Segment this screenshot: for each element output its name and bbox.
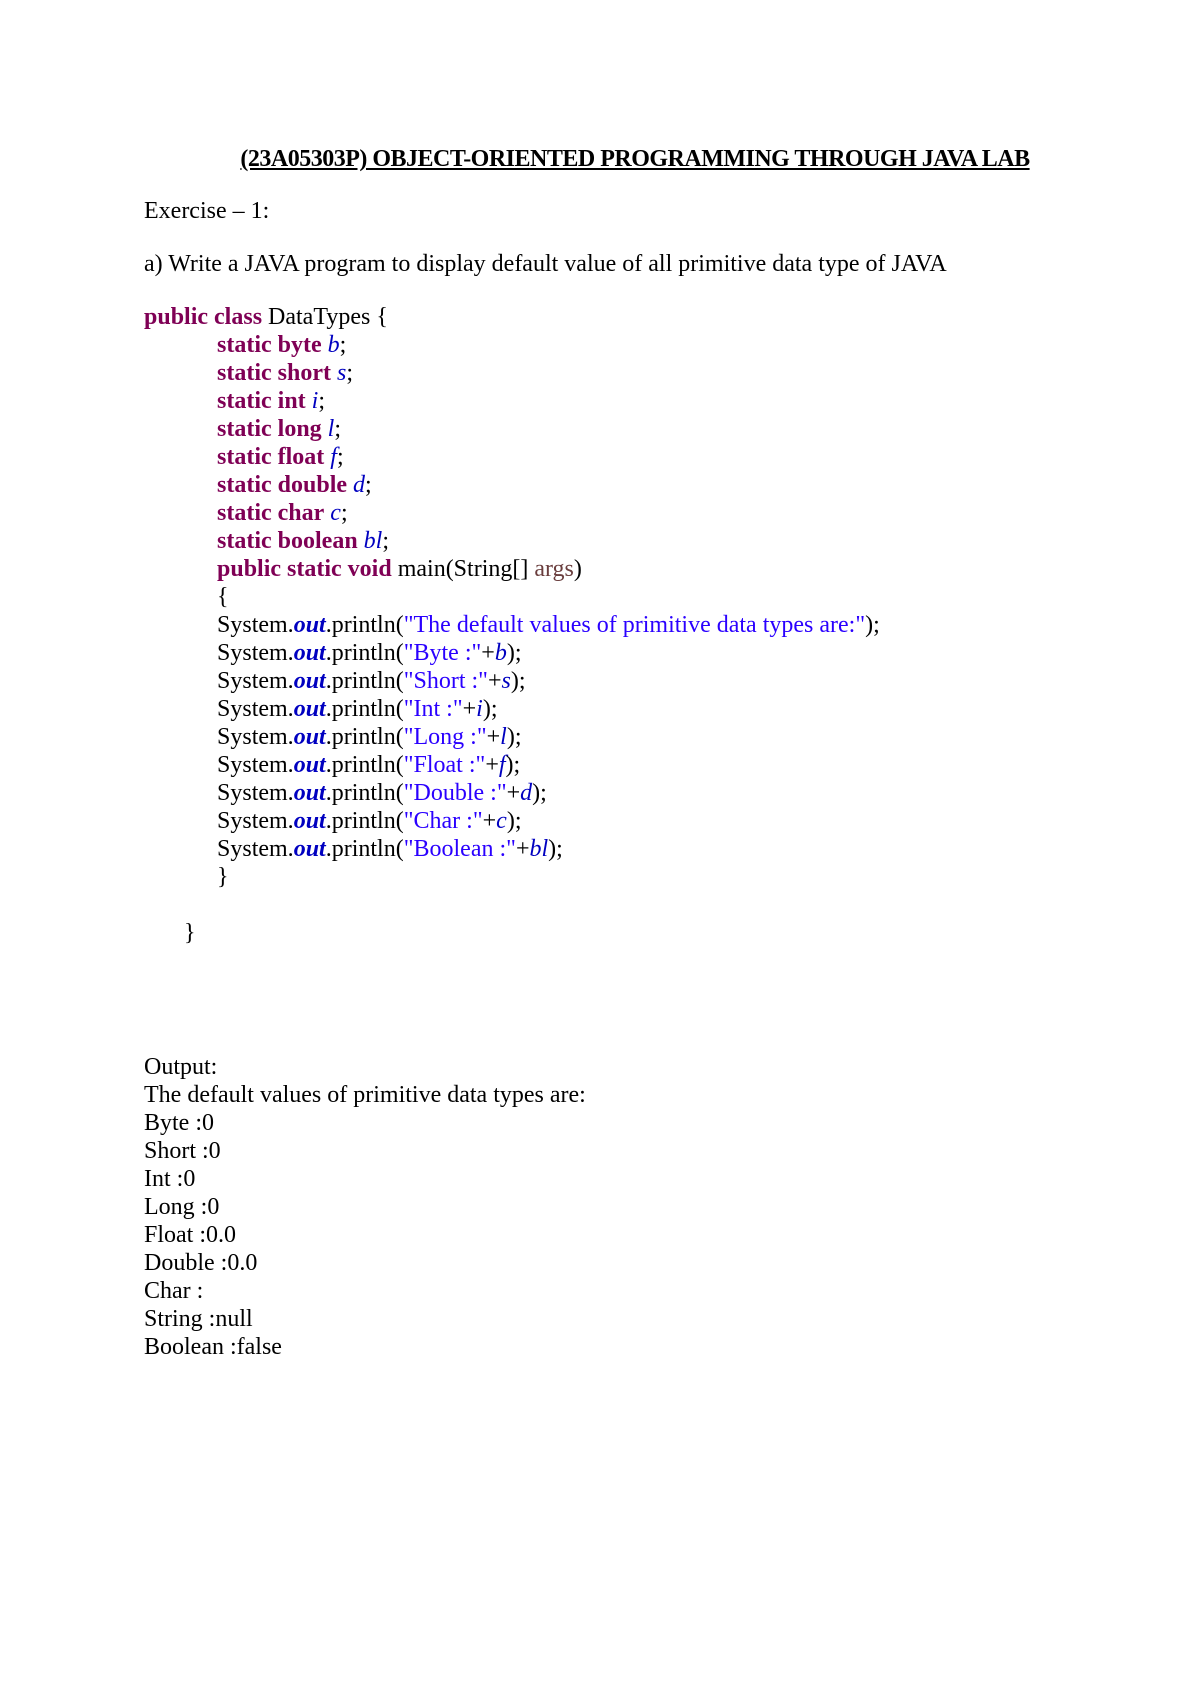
program-output bbox=[144, 1053, 586, 1361]
document-title: (23A05303P) OBJECT-ORIENTED PROGRAMMING THROUGH JAVA LAB bbox=[240, 146, 1030, 172]
output-line: The default values of primitive data types are: bbox=[144, 1082, 586, 1108]
print-statement: System.out.println("Boolean :"+bl); bbox=[217, 836, 563, 862]
field-declaration: static char c; bbox=[217, 500, 348, 526]
class-declaration: public class DataTypes { bbox=[144, 304, 388, 330]
output-line: Int :0 bbox=[144, 1166, 196, 1192]
method-close-brace: } bbox=[217, 864, 229, 890]
class-close-brace: } bbox=[184, 920, 196, 946]
output-line: Long :0 bbox=[144, 1194, 220, 1220]
print-statement: System.out.println("Char :"+c); bbox=[217, 808, 522, 834]
field-declaration: static boolean bl; bbox=[217, 528, 390, 554]
print-statement: System.out.println("Byte :"+b); bbox=[217, 640, 522, 666]
main-declaration: public static void main(String[] args) bbox=[217, 556, 582, 582]
print-statement: System.out.println("Short :"+s); bbox=[217, 668, 526, 694]
output-line: String :null bbox=[144, 1306, 253, 1332]
output-line: Byte :0 bbox=[144, 1110, 214, 1136]
print-statement: System.out.println("Int :"+i); bbox=[217, 696, 498, 722]
print-statement: System.out.println("Long :"+l); bbox=[217, 724, 522, 750]
method-open-brace: { bbox=[217, 584, 229, 610]
field-declarations bbox=[144, 331, 1144, 555]
code-block bbox=[144, 303, 1144, 947]
field-declaration: static long l; bbox=[217, 416, 342, 442]
blank-line bbox=[144, 891, 1144, 919]
output-line: Float :0.0 bbox=[144, 1222, 237, 1248]
output-line: Char : bbox=[144, 1278, 204, 1304]
question-text: a) Write a JAVA program to display default value of all primitive data type of JAVA bbox=[144, 251, 947, 277]
output-line: Boolean :false bbox=[144, 1334, 282, 1360]
output-lines bbox=[144, 1081, 586, 1361]
field-declaration: static int i; bbox=[217, 388, 325, 414]
field-declaration: static double d; bbox=[217, 472, 372, 498]
print-statements bbox=[144, 611, 1144, 863]
field-declaration: static short s; bbox=[217, 360, 353, 386]
output-line: Short :0 bbox=[144, 1138, 221, 1164]
print-statement: System.out.println("Double :"+d); bbox=[217, 780, 547, 806]
print-statement: System.out.println("Float :"+f); bbox=[217, 752, 521, 778]
exercise-heading: Exercise – 1: bbox=[144, 198, 270, 224]
print-statement: System.out.println("The default values of primitive data types are:"); bbox=[217, 612, 880, 638]
output-heading: Output: bbox=[144, 1054, 218, 1080]
output-line: Double :0.0 bbox=[144, 1250, 258, 1276]
field-declaration: static byte b; bbox=[217, 332, 347, 358]
field-declaration: static float f; bbox=[217, 444, 344, 470]
